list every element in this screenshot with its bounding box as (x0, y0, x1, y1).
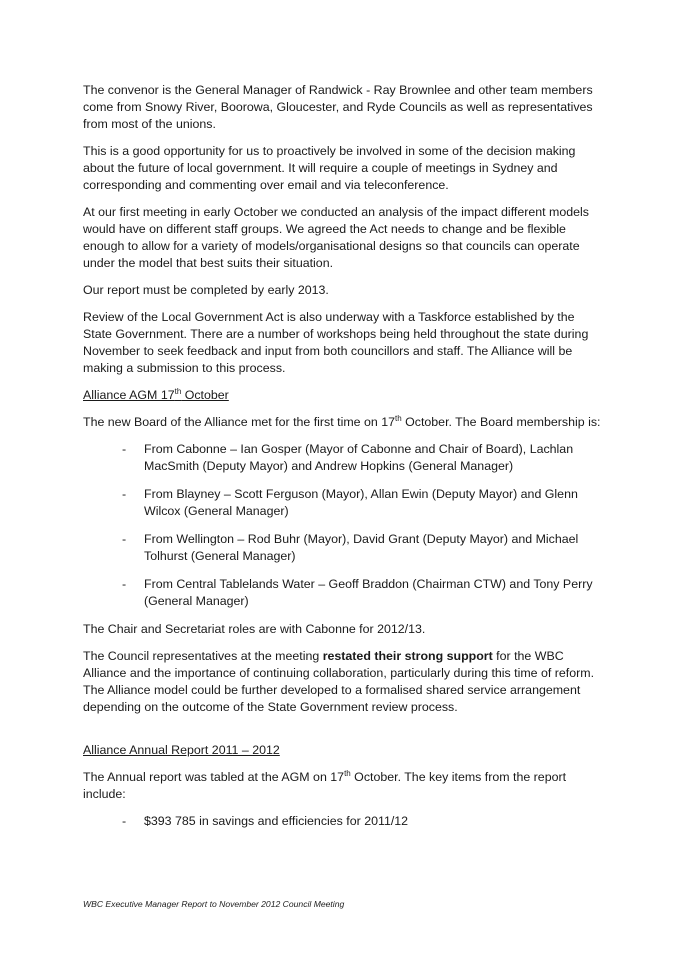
dash-bullet: - (122, 814, 127, 828)
board-member-list (83, 441, 603, 610)
paragraph-chair-note: The Chair and Secretariat roles are with Cabonne for 2012/13. (83, 622, 426, 636)
paragraph-support (83, 648, 603, 716)
list-item (83, 441, 603, 475)
annual-report-heading: Alliance Annual Report 2011 – 2012 (83, 743, 280, 757)
support-tail: for the WBC Alliance and the importance of continuing collaboration, particularly during this time of reform. The Alliance model could be further developed to a formalised shared service arrangement depending on the outcome of the State Government review process. (83, 649, 595, 714)
board-intro-text: The new Board of the Alliance met for the first time on 17 (83, 415, 395, 429)
annual-intro-tail: October. The key items from the report include: (83, 770, 567, 801)
agm-heading-text: Alliance AGM 17 (83, 388, 175, 402)
dash-bullet: - (122, 487, 127, 501)
board-intro-tail: October. The Board membership is: (401, 415, 601, 429)
list-item (83, 486, 603, 520)
list-item (83, 531, 603, 565)
paragraph-opportunity: This is a good opportunity for us to proactively be involved in some of the decision making about the future of local government. It will require a couple of meetings in Sydney and corresponding and commenting over email and via teleconference. (83, 144, 576, 192)
board-member-ctw: From Central Tablelands Water – Geoff Braddon (Chairman CTW) and Tony Perry (General Manager) (144, 577, 593, 608)
annual-items-list (83, 813, 603, 830)
annual-intro-sup: th (344, 769, 351, 778)
agm-heading-sup: th (174, 387, 182, 396)
agm-heading (83, 387, 603, 404)
dash-bullet: - (122, 442, 127, 456)
agm-heading-tail: October (181, 388, 229, 402)
support-bold: restated their strong support (322, 649, 493, 663)
board-member-cabonne: From Cabonne – Ian Gosper (Mayor of Cabonne and Chair of Board), Lachlan MacSmith (Deputy Mayor) and Andrew Hopkins (General Manager) (144, 442, 574, 473)
board-member-blayney: From Blayney – Scott Ferguson (Mayor), Allan Ewin (Deputy Mayor) and Glenn Wilcox (General Manager) (144, 487, 578, 518)
paragraph-board-intro (83, 414, 603, 431)
board-member-wellington: From Wellington – Rod Buhr (Mayor), David Grant (Deputy Mayor) and Michael Tolhurst (General Manager) (144, 532, 579, 563)
list-item (83, 576, 603, 610)
list-item (83, 813, 603, 830)
report-body (83, 82, 603, 841)
annual-item-savings: $393 785 in savings and efficiencies for 2011/12 (144, 814, 409, 828)
paragraph-annual-intro (83, 769, 603, 803)
dash-bullet: - (122, 532, 127, 546)
paragraph-convenor: The convenor is the General Manager of Randwick - Ray Brownlee and other team members come from Snowy River, Boorowa, Gloucester, and Ryde Councils as well as representatives from most of the unions. (83, 83, 593, 131)
paragraph-first-meeting: At our first meeting in early October we conducted an analysis of the impact different models would have on different staff groups. We agreed the Act needs to change and be flexible enough to allow for a variety of models/organisational designs so that councils can operate under the model that best suits their situation. (83, 205, 589, 270)
annual-intro-text: The Annual report was tabled at the AGM on 17 (83, 770, 345, 784)
paragraph-report-deadline: Our report must be completed by early 2013. (83, 283, 329, 297)
support-text: The Council representatives at the meeting (83, 649, 323, 663)
board-intro-sup: th (395, 414, 402, 423)
dash-bullet: - (122, 577, 127, 591)
page-footer: WBC Executive Manager Report to November 2012 Council Meeting (83, 899, 345, 909)
paragraph-act-review: Review of the Local Government Act is also underway with a Taskforce established by the State Government. There are a number of workshops being held throughout the state during November to seek feedback and input from both councillors and staff. The Alliance will be making a submission to this process. (83, 310, 589, 375)
